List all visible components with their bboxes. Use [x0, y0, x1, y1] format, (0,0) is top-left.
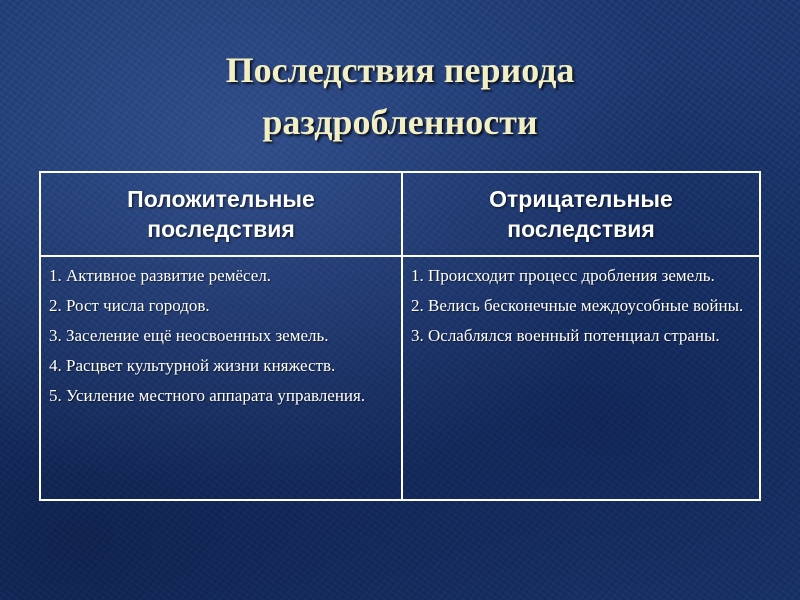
title-line-2: раздробленности [262, 102, 538, 142]
negative-list [403, 257, 759, 349]
list-item: 2. Рост числа городов. [49, 296, 210, 315]
list-item: 1. Происходит процесс дробления земель. [411, 266, 715, 285]
slide-title [0, 44, 800, 148]
negative-column [401, 173, 759, 499]
list-item: 4. Расцвет культурной жизни княжеств. [49, 356, 336, 375]
positive-header: Положительные последствия [41, 173, 401, 257]
list-item: 1. Активное развитие ремёсел. [49, 266, 272, 285]
consequences-table [39, 171, 761, 501]
positive-list [41, 257, 401, 409]
list-item: 3. Заселение ещё неосвоенных земель. [49, 326, 329, 345]
negative-header: Отрицательные последствия [403, 173, 759, 257]
title-line-1: Последствия периода [225, 50, 575, 90]
list-item: 3. Ослаблялся военный потенциал страны. [411, 326, 720, 345]
list-item: 2. Велись бесконечные междоусобные войны. [411, 296, 744, 315]
positive-column [41, 173, 401, 413]
list-item: 5. Усиление местного аппарата управления. [49, 386, 366, 405]
